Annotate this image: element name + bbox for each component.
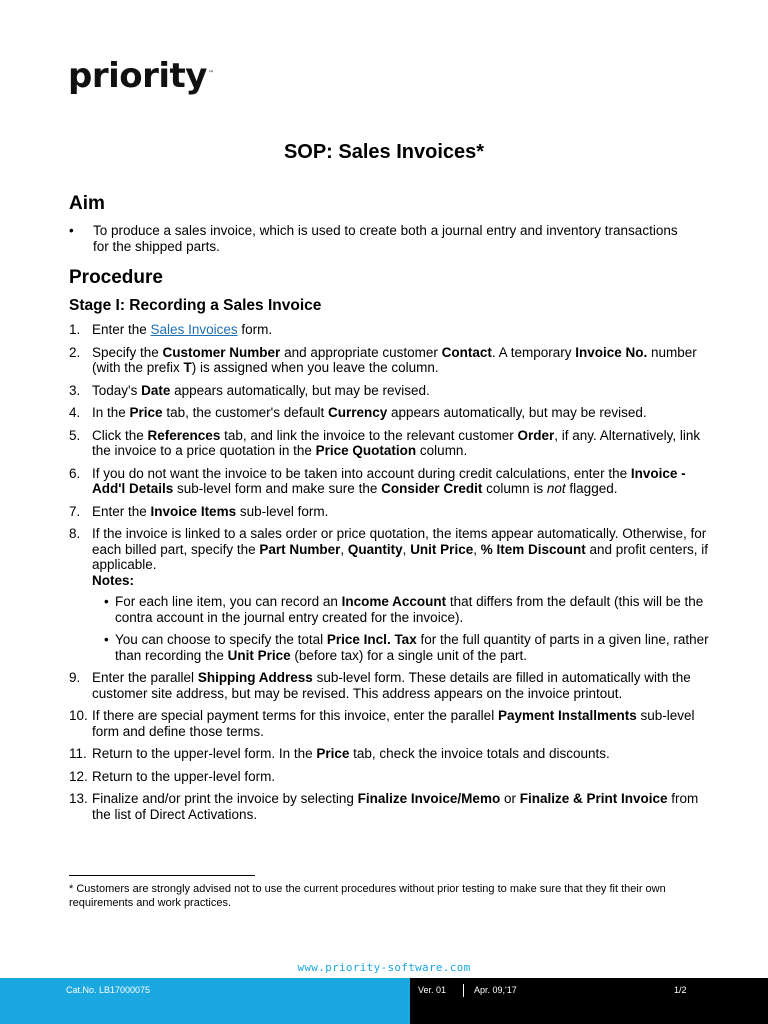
footnote-divider — [69, 875, 255, 876]
step-13: 13. Finalize and/or print the invoice by selecting Finalize Invoice/Memo or Finalize & Print Invoice from the list of Direct Activations. — [69, 791, 699, 822]
footnote: * Customers are strongly advised not to use the current procedures without prior testing to make sure that they fit their own requirements and work practices. — [69, 883, 666, 909]
step-12: 12. Return to the upper-level form. — [69, 768, 276, 784]
step-4: 4. In the Price tab, the customer's default Currency appears automatically, but may be revised. — [69, 405, 647, 420]
stage-heading: Stage I: Recording a Sales Invoice — [69, 297, 322, 314]
footer-bar-blue — [0, 978, 410, 1024]
notes-list — [92, 594, 709, 663]
step-8: 8. If the invoice is linked to a sales order or price quotation, the items appear automatically. Otherwise, for each billed part, specify the Part Number, Quantity, Unit Price, % Item Discount and profit centers, if applicable. Notes: • For each line item, you can record an Income Account that differs from the default (this will be the contra account in the journal entry created for the invoice). • You can choose to specify the total Price Incl. Tax for the full quantity of parts in a given line, rather than recording the Unit Price (before tax) for a single unit of the part. — [69, 526, 709, 663]
notes-label: Notes: — [92, 572, 135, 588]
date-label: Apr. 09,'17 — [474, 985, 517, 995]
priority-logo: priority™ — [68, 56, 214, 96]
aim-heading: Aim — [69, 193, 105, 214]
website-url: www.priority-software.com — [297, 961, 471, 974]
step-1: 1. Enter the Sales Invoices form. — [69, 322, 273, 337]
procedure-heading: Procedure — [69, 267, 163, 288]
sales-invoices-link[interactable]: Sales Invoices — [150, 322, 238, 337]
catalog-number: Cat.No. LB17000075 — [66, 985, 151, 995]
step-11: 11. Return to the upper-level form. In the Price tab, check the invoice totals and discounts. — [69, 746, 610, 761]
step-10: 10. If there are special payment terms for this invoice, enter the parallel Payment Installments sub-level form and define those terms. — [69, 708, 695, 739]
page-number: 1/2 — [674, 985, 687, 995]
version-label: Ver. 01 — [418, 985, 447, 995]
step-9: 9. Enter the parallel Shipping Address sub-level form. These details are filled in automatically with the customer site address, but may be revised. This address appears on the invoice printout. — [69, 670, 691, 701]
page-title: SOP: Sales Invoices* — [283, 141, 485, 163]
footer-separator — [463, 984, 464, 997]
list-item: • For each line item, you can record an Income Account that differs from the default (this will be the contra account in the journal entry created for the invoice). — [104, 594, 704, 625]
step-3: 3. Today's Date appears automatically, but may be revised. — [69, 382, 430, 398]
aim-list — [69, 223, 689, 255]
list-item: • To produce a sales invoice, which is used to create both a journal entry and inventory transactions for the shipped parts. — [69, 223, 678, 254]
step-6: 6. If you do not want the invoice to be taken into account during credit calculations, enter the Invoice - Add'l Details sub-level form and make sure the Consider Credit column is not flagged. — [69, 465, 686, 496]
procedure-steps — [69, 322, 709, 822]
step-2: 2. Specify the Customer Number and appropriate customer Contact. A temporary Invoice No. number (with the prefix T) is assigned when you leave the column. — [69, 344, 697, 375]
step-5: 5. Click the References tab, and link the invoice to the relevant customer Order, if any. Alternatively, link the invoice to a price quotation in the Price Quotation column. — [69, 427, 701, 458]
list-item: • You can choose to specify the total Price Incl. Tax for the full quantity of parts in a given line, rather than recording the Unit Price (before tax) for a single unit of the part. — [104, 632, 709, 663]
step-7: 7. Enter the Invoice Items sub-level form. — [69, 503, 329, 519]
